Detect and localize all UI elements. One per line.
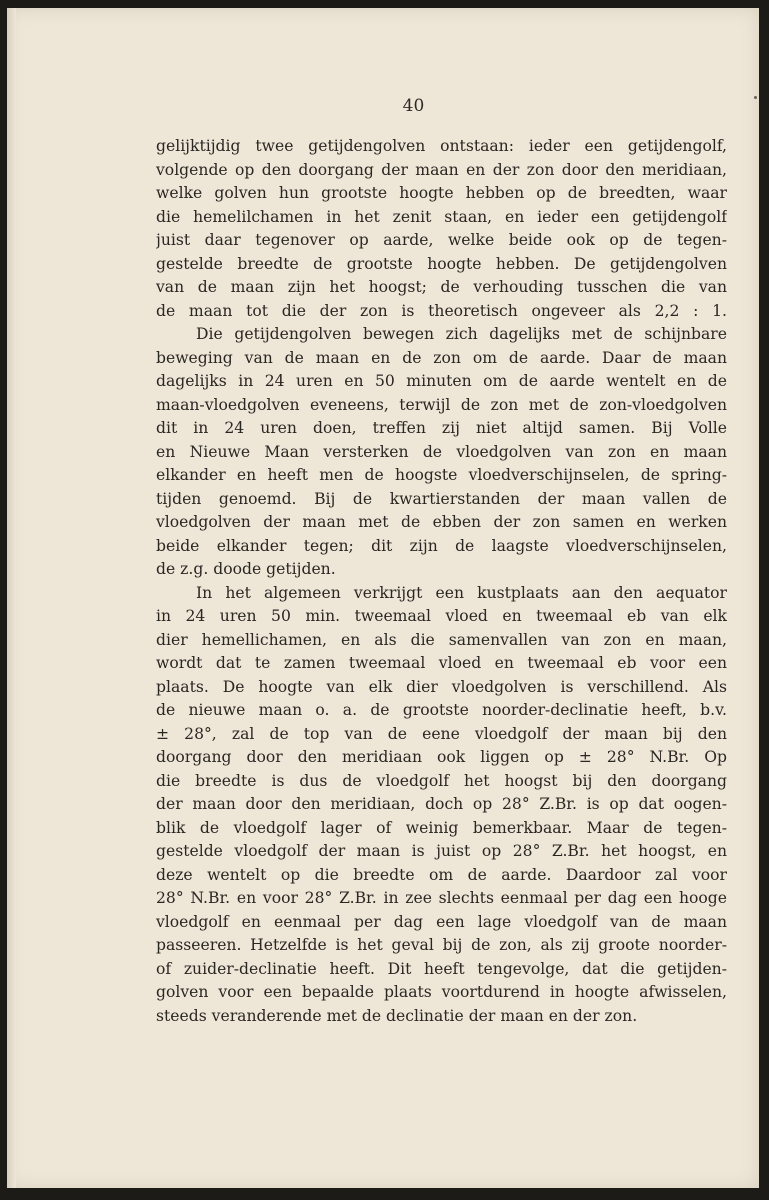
body-text bbox=[156, 135, 727, 1028]
text-line: die hemelilchamen in het zenit staan, en ieder een getijdengolf bbox=[156, 207, 727, 226]
text-line: volgende op den doorgang der maan en der zon door den meridiaan, bbox=[156, 160, 727, 179]
text-line: deze wentelt op die breedte om de aarde. Daardoor zal voor bbox=[156, 865, 727, 884]
text-line: 28° N.Br. en voor 28° Z.Br. in zee slechts eenmaal per dag een hooge bbox=[156, 889, 727, 907]
text-line: passeeren. Hetzelfde is het geval bij de zon, als zij groote noorder- bbox=[156, 936, 727, 954]
paragraph-start-line: In het algemeen verkrijgt een kustplaats aan den aequator bbox=[196, 583, 727, 602]
text-line: de maan tot die der zon is theoretisch ongeveer als 2,2 : 1. bbox=[156, 301, 727, 320]
text-line: doorgang door den meridiaan ook liggen op ± 28° N.Br. Op bbox=[156, 748, 727, 766]
text-line: juist daar tegenover op aarde, welke beide ook op de tegen- bbox=[156, 231, 727, 249]
text-line: en Nieuwe Maan versterken de vloedgolven van zon en maan bbox=[156, 442, 727, 461]
text-line: plaats. De hoogte van elk dier vloedgolven is verschillend. Als bbox=[156, 677, 727, 696]
paragraph-end-line: steeds veranderende met de declinatie der maan en der zon. bbox=[156, 1006, 638, 1025]
text-line: welke golven hun grootste hoogte hebben op de breedten, waar bbox=[156, 184, 727, 202]
text-line: van de maan zijn het hoogst; de verhouding tusschen die van bbox=[156, 278, 727, 296]
text-line: golven voor een bepaalde plaats voortdurend in hoogte afwisselen, bbox=[156, 983, 727, 1001]
text-line: gestelde breedte de grootste hoogte hebben. De getijdengolven bbox=[156, 254, 727, 273]
text-line: vloedgolf en eenmaal per dag een lage vloedgolf van de maan bbox=[156, 912, 727, 931]
text-line: die breedte is dus de vloedgolf het hoogst bij den doorgang bbox=[156, 771, 727, 790]
text-line: tijden genoemd. Bij de kwartierstanden der maan vallen de bbox=[156, 489, 727, 508]
text-line: wordt dat te zamen tweemaal vloed en tweemaal eb voor een bbox=[156, 654, 727, 672]
paragraph-end-line: de z.g. doode getijden. bbox=[156, 560, 336, 578]
text-line: der maan door den meridiaan, doch op 28° Z.Br. is op dat oogen- bbox=[156, 795, 727, 813]
text-line: gestelde vloedgolf der maan is juist op 28° Z.Br. het hoogst, en bbox=[156, 842, 727, 860]
text-line: in 24 uren 50 min. tweemaal vloed en tweemaal eb van elk bbox=[156, 607, 727, 625]
text-line: blik de vloedgolf lager of weinig bemerkbaar. Maar de tegen- bbox=[156, 818, 727, 837]
text-line: dit in 24 uren doen, treffen zij niet altijd samen. Bij Volle bbox=[156, 419, 727, 437]
page-number: 40 bbox=[402, 96, 425, 116]
text-line: dagelijks in 24 uren en 50 minuten om de aarde wentelt en de bbox=[156, 372, 727, 390]
text-line: vloedgolven der maan met de ebben der zon samen en werken bbox=[156, 513, 727, 531]
paragraph-start-line: Die getijdengolven bewegen zich dagelijks met de schijnbare bbox=[196, 325, 727, 343]
text-line: dier hemellichamen, en als die samenvallen van zon en maan, bbox=[156, 630, 727, 649]
text-line: maan-vloedgolven eveneens, terwijl de zon met de zon-vloedgolven bbox=[156, 395, 727, 414]
text-line: beide elkander tegen; dit zijn de laagste vloedverschijnselen, bbox=[156, 536, 727, 555]
text-line: gelijktijdig twee getijdengolven ontstaan: ieder een getijdengolf, bbox=[156, 137, 727, 155]
text-line: elkander en heeft men de hoogste vloedverschijnselen, de spring- bbox=[156, 466, 727, 484]
text-line: beweging van de maan en de zon om de aarde. Daar de maan bbox=[156, 348, 727, 367]
text-line: of zuider-declinatie heeft. Dit heeft tengevolge, dat die getijden- bbox=[156, 959, 727, 978]
page-spine-shadow bbox=[7, 8, 16, 1188]
text-line: ± 28°, zal de top van de eene vloedgolf der maan bij den bbox=[156, 724, 727, 743]
text-line: de nieuwe maan o. a. de grootste noorder-declinatie heeft, b.v. bbox=[156, 701, 727, 719]
